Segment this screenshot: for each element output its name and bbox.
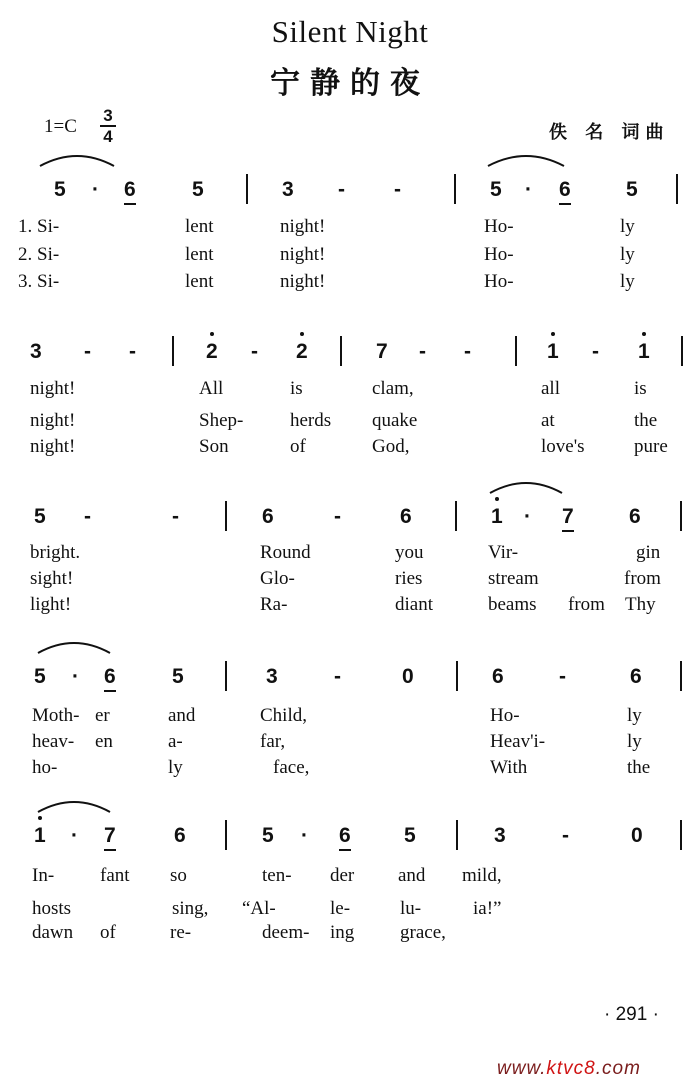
- note: 5: [262, 824, 274, 847]
- lyric-syllable: lent: [185, 244, 214, 265]
- note: 6: [492, 665, 504, 688]
- note: 7: [376, 340, 388, 363]
- note: 6: [629, 505, 641, 528]
- lyric-syllable: bright.: [30, 542, 81, 563]
- lyric-syllable: night!: [280, 216, 326, 237]
- lyric-syllable: clam,: [372, 378, 414, 399]
- lyric-syllable: “Al-: [242, 898, 276, 919]
- watermark-prefix: www.: [497, 1058, 547, 1079]
- slur-arc: [486, 152, 566, 168]
- title-chinese: 宁静的夜: [270, 66, 430, 101]
- lyric-syllable: sight!: [30, 568, 74, 589]
- lyric-syllable: Ho-: [484, 271, 514, 292]
- note: 5: [626, 178, 638, 201]
- lyric-syllable: Shep-: [199, 410, 244, 431]
- lyric-syllable: ly: [620, 271, 635, 292]
- note: 5: [192, 178, 204, 201]
- note: 1: [34, 824, 46, 848]
- note: 3: [494, 824, 506, 847]
- dash-extension: -: [129, 340, 136, 363]
- lyric-syllable: lent: [185, 216, 214, 237]
- lyric-syllable: night!: [280, 244, 326, 265]
- slur-arc: [36, 798, 112, 814]
- lyric-syllable: ia!”: [473, 898, 502, 919]
- lyric-syllable: from: [568, 594, 605, 615]
- lyric-syllable: With: [490, 757, 528, 778]
- note: 3: [266, 665, 278, 688]
- lyric-syllable: er: [95, 705, 110, 726]
- note: 3: [30, 340, 42, 363]
- lyric-syllable: face,: [273, 757, 310, 778]
- lyric-syllable: from: [624, 568, 661, 589]
- lyric-syllable: is: [290, 378, 303, 399]
- dash-extension: -: [464, 340, 471, 363]
- lyric-syllable: grace,: [400, 922, 446, 943]
- page-number: · 291 ·: [604, 1004, 659, 1025]
- lyric-syllable: All: [199, 378, 224, 399]
- high-octave-dot: [38, 816, 42, 820]
- note: 5: [34, 665, 46, 688]
- lyric-syllable: Glo-: [260, 568, 295, 589]
- high-octave-dot: [210, 332, 214, 336]
- lyric-syllable: sing,: [172, 898, 209, 919]
- lyric-syllable: Son: [199, 436, 229, 457]
- dash-extension: -: [334, 665, 341, 688]
- lyric-syllable: In-: [32, 865, 55, 886]
- lyric-syllable: far,: [260, 731, 286, 752]
- dash-extension: -: [419, 340, 426, 363]
- note: 1: [547, 340, 559, 364]
- lyric-syllable: re-: [170, 922, 192, 943]
- note: 5: [34, 505, 46, 528]
- lyric-syllable: Round: [260, 542, 311, 563]
- lyric-syllable: ten-: [262, 865, 292, 886]
- lyric-syllable: the: [627, 757, 651, 778]
- lyric-syllable: ly: [620, 216, 635, 237]
- lyric-syllable: the: [634, 410, 658, 431]
- dash-extension: -: [562, 824, 569, 847]
- lyric-syllable: ho-: [32, 757, 58, 778]
- lyric-syllable: night!: [30, 436, 76, 457]
- lyric-syllable: Vir-: [488, 542, 519, 563]
- note: 2: [206, 340, 218, 364]
- bar-line: [225, 661, 227, 691]
- lyric-syllable: Ra-: [260, 594, 288, 615]
- lyric-syllable: lu-: [400, 898, 422, 919]
- note: 6: [124, 178, 136, 205]
- note: 6: [400, 505, 412, 528]
- lyric-syllable: fant: [100, 865, 130, 886]
- augmentation-dot: ·: [524, 505, 531, 528]
- lyric-syllable: night!: [280, 271, 326, 292]
- slur-arc: [38, 152, 116, 168]
- slur-arc: [36, 639, 112, 655]
- time-signature-top: 3: [103, 106, 113, 125]
- dash-extension: -: [592, 340, 599, 363]
- lyric-syllable: ly: [627, 731, 642, 752]
- note: 7: [104, 824, 116, 851]
- lyric-syllable: of: [100, 922, 116, 943]
- high-octave-dot: [300, 332, 304, 336]
- dash-extension: -: [559, 665, 566, 688]
- key-signature: 1=C: [44, 116, 77, 137]
- note: 1: [491, 505, 503, 529]
- lyric-syllable: ly: [620, 244, 635, 265]
- lyric-syllable: of: [290, 436, 306, 457]
- lyric-syllable: so: [170, 865, 187, 886]
- note: 1: [638, 340, 650, 364]
- lyric-syllable: Ho-: [484, 244, 514, 265]
- high-octave-dot: [495, 497, 499, 501]
- lyric-syllable: 3. Si-: [18, 271, 60, 292]
- augmentation-dot: ·: [301, 824, 308, 847]
- time-signature-bottom: 4: [103, 126, 113, 146]
- dash-extension: -: [394, 178, 401, 201]
- title-english: Silent Night: [271, 14, 429, 49]
- lyric-syllable: night!: [30, 410, 76, 431]
- lyric-syllable: gin: [636, 542, 661, 563]
- bar-line: [680, 820, 682, 850]
- lyric-syllable: Moth-: [32, 705, 80, 726]
- lyric-syllable: heav-: [32, 731, 75, 752]
- bar-line: [225, 501, 227, 531]
- note: 6: [630, 665, 642, 688]
- note: 5: [490, 178, 502, 201]
- bar-line: [340, 336, 342, 366]
- bar-line: [676, 174, 678, 204]
- bar-line: [680, 501, 682, 531]
- high-octave-dot: [642, 332, 646, 336]
- rest: 0: [402, 665, 414, 688]
- bar-line: [681, 336, 683, 366]
- lyric-syllable: ries: [395, 568, 423, 589]
- note: 5: [54, 178, 66, 201]
- lyric-syllable: quake: [372, 410, 418, 431]
- dash-extension: -: [84, 340, 91, 363]
- augmentation-dot: ·: [92, 178, 99, 201]
- time-signature: [99, 106, 117, 146]
- lyric-syllable: en: [95, 731, 113, 752]
- bar-line: [454, 174, 456, 204]
- lyric-syllable: ly: [627, 705, 642, 726]
- lyric-syllable: 1. Si-: [18, 216, 60, 237]
- bar-line: [246, 174, 248, 204]
- lyric-syllable: is: [634, 378, 647, 399]
- bar-line: [456, 661, 458, 691]
- watermark-suffix: .com: [595, 1058, 641, 1079]
- dash-extension: -: [172, 505, 179, 528]
- rest: 0: [631, 824, 643, 847]
- note: 6: [559, 178, 571, 205]
- lyric-syllable: ing: [330, 922, 355, 943]
- lyric-syllable: Ho-: [484, 216, 514, 237]
- note: 2: [296, 340, 308, 364]
- lyric-syllable: pure: [634, 436, 668, 457]
- lyric-syllable: a-: [168, 731, 183, 752]
- augmentation-dot: ·: [525, 178, 532, 201]
- note: 6: [104, 665, 116, 692]
- lyric-syllable: deem-: [262, 922, 310, 943]
- dash-extension: -: [338, 178, 345, 201]
- lyric-syllable: Heav'i-: [490, 731, 546, 752]
- lyric-syllable: Ho-: [490, 705, 520, 726]
- lyric-syllable: night!: [30, 378, 76, 399]
- lyric-syllable: at: [541, 410, 555, 431]
- composer-credit: 佚 名 词曲: [549, 122, 670, 143]
- bar-line: [225, 820, 227, 850]
- dash-extension: -: [334, 505, 341, 528]
- note: 6: [262, 505, 274, 528]
- lyric-syllable: and: [168, 705, 196, 726]
- slur-arc: [488, 479, 564, 495]
- lyric-syllable: Thy: [625, 594, 656, 615]
- lyric-syllable: beams: [488, 594, 537, 615]
- bar-line: [456, 820, 458, 850]
- lyric-syllable: and: [398, 865, 426, 886]
- dash-extension: -: [84, 505, 91, 528]
- bar-line: [680, 661, 682, 691]
- dash-extension: -: [251, 340, 258, 363]
- lyric-syllable: all: [541, 378, 560, 399]
- lyric-syllable: light!: [30, 594, 72, 615]
- note: 6: [339, 824, 351, 851]
- watermark-brand: ktvc8: [546, 1058, 596, 1079]
- augmentation-dot: ·: [72, 665, 79, 688]
- lyric-syllable: God,: [372, 436, 410, 457]
- note: 5: [172, 665, 184, 688]
- lyric-syllable: hosts: [32, 898, 72, 919]
- lyric-syllable: le-: [330, 898, 351, 919]
- lyric-syllable: 2. Si-: [18, 244, 60, 265]
- bar-line: [515, 336, 517, 366]
- lyric-syllable: herds: [290, 410, 332, 431]
- lyric-syllable: Child,: [260, 705, 307, 726]
- lyric-syllable: mild,: [462, 865, 502, 886]
- bar-line: [172, 336, 174, 366]
- note: 5: [404, 824, 416, 847]
- lyric-syllable: der: [330, 865, 355, 886]
- lyric-syllable: love's: [541, 436, 585, 457]
- bar-line: [455, 501, 457, 531]
- watermark: [497, 1058, 641, 1080]
- lyric-syllable: stream: [488, 568, 539, 589]
- lyric-syllable: dawn: [32, 922, 74, 943]
- note: 3: [282, 178, 294, 201]
- augmentation-dot: ·: [71, 824, 78, 847]
- high-octave-dot: [551, 332, 555, 336]
- lyric-syllable: ly: [168, 757, 183, 778]
- lyric-syllable: diant: [395, 594, 433, 615]
- note: 6: [174, 824, 186, 847]
- lyric-syllable: lent: [185, 271, 214, 292]
- lyric-syllable: you: [395, 542, 424, 563]
- note: 7: [562, 505, 574, 532]
